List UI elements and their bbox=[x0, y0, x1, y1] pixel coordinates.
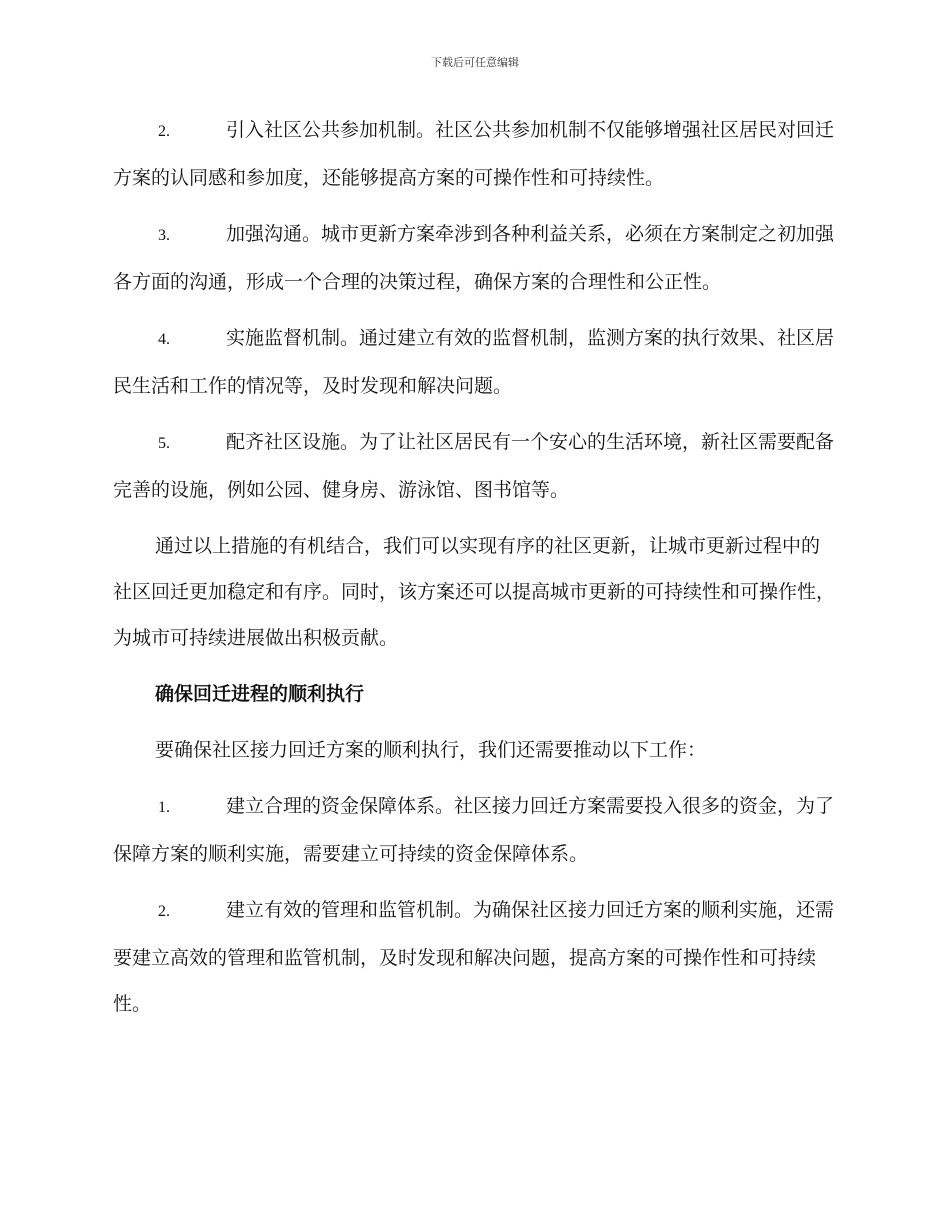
list-text: 引入社区公共参加机制。社区公共参加机制不仅能够增强社区居民对回迁方案的认同感和参加度，还能够提高方案的可操作性和可持续性。 bbox=[113, 119, 835, 189]
list-item bbox=[113, 211, 838, 305]
list-item bbox=[113, 783, 838, 877]
document-body bbox=[113, 107, 838, 1037]
intro-paragraph: 要确保社区接力回迁方案的顺利执行，我们还需要推动以下工作： bbox=[155, 739, 707, 761]
list-item bbox=[113, 315, 838, 409]
list-text: 建立合理的资金保障体系。社区接力回迁方案需要投入很多的资金，为了保障方案的顺利实施，需要建立可持续的资金保障体系。 bbox=[113, 795, 835, 865]
list-item bbox=[113, 107, 838, 201]
list-text: 配齐社区设施。为了让社区居民有一个安心的生活环境，新社区需要配备完善的设施，例如公园、健身房、游泳馆、图书馆等。 bbox=[113, 431, 835, 501]
list-number: 1. bbox=[158, 799, 170, 816]
list-item bbox=[113, 887, 838, 1027]
list-number: 2. bbox=[158, 123, 170, 140]
list-text: 建立有效的管理和监管机制。为确保社区接力回迁方案的顺利实施，还需要建立高效的管理和监管机制，及时发现和解决问题，提高方案的可操作性和可持续性。 bbox=[113, 899, 835, 1015]
list-text: 实施监督机制。通过建立有效的监督机制，监测方案的执行效果、社区居民生活和工作的情况等，及时发现和解决问题。 bbox=[113, 327, 835, 397]
list-text: 加强沟通。城市更新方案牵涉到各种利益关系，必须在方案制定之初加强各方面的沟通，形成一个合理的决策过程，确保方案的合理性和公正性。 bbox=[113, 223, 835, 293]
list-number: 5. bbox=[158, 435, 170, 452]
list-number: 2. bbox=[158, 903, 170, 920]
list-number: 4. bbox=[158, 331, 170, 348]
list-item bbox=[113, 419, 838, 513]
section-heading: 确保回迁进程的顺利执行 bbox=[155, 683, 365, 705]
page-header: 下载后可任意编辑 bbox=[431, 56, 519, 69]
list-number: 3. bbox=[158, 227, 170, 244]
summary-paragraph: 通过以上措施的有机结合，我们可以实现有序的社区更新，让城市更新过程中的社区回迁更加稳定和有序。同时，该方案还可以提高城市更新的可持续性和可操作性，为城市可持续进展做出积极贡献。 bbox=[113, 535, 836, 649]
